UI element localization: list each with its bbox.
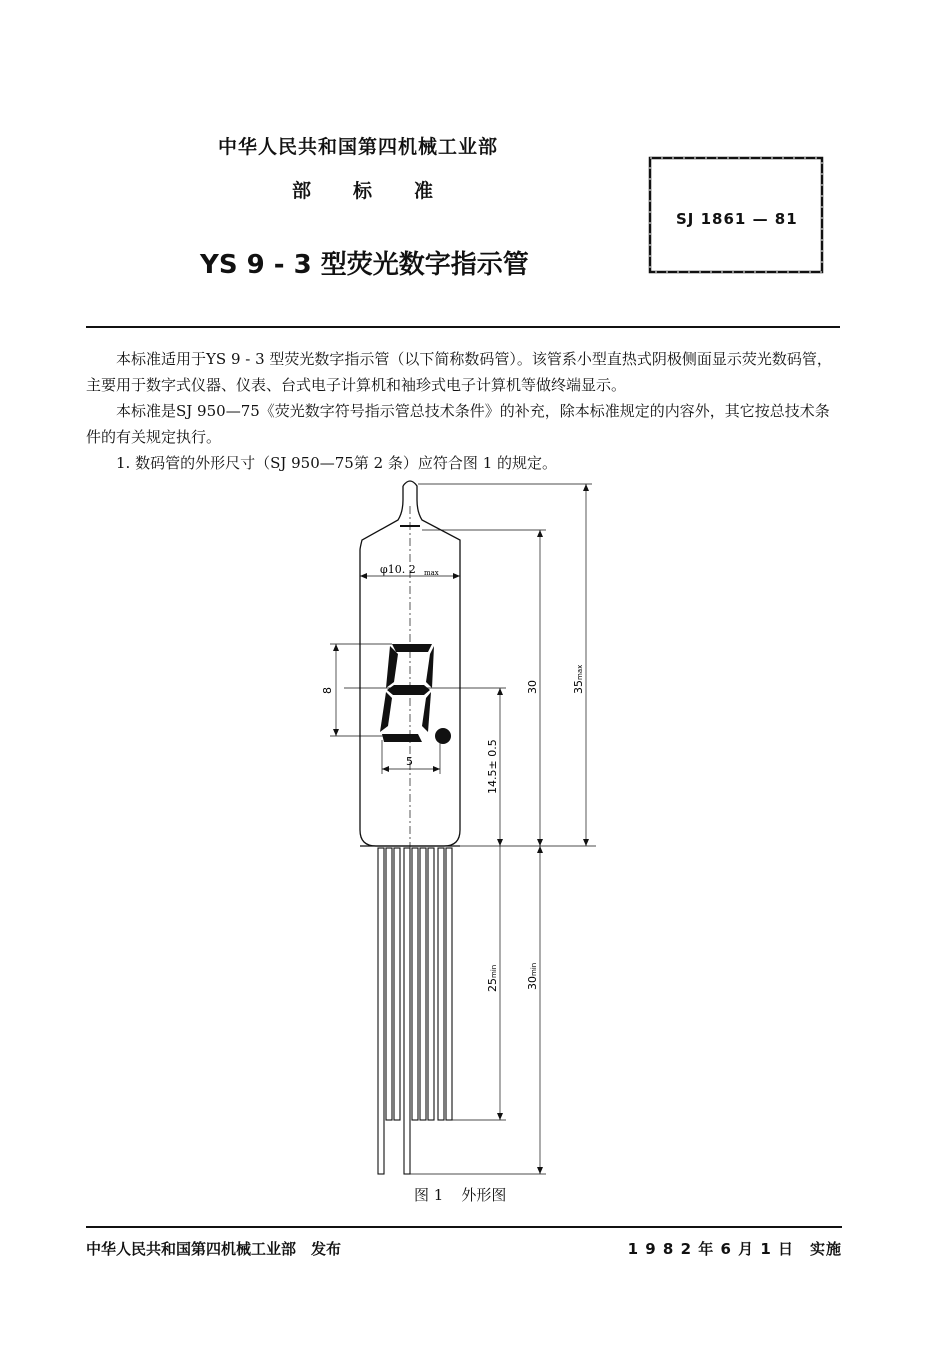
seven-segment-digit [380,644,434,742]
tube-outline-drawing [300,478,610,1178]
document-title: YS 9 - 3 型荧光数字指示管 [200,250,529,280]
short-lead-label: 25 [486,978,499,992]
document-type: 部标准 [292,180,476,202]
tube-tip [403,481,460,550]
figure-caption-number: 图 1 [414,1186,444,1204]
paragraph-supplement-text: 本标准是SJ 950—75《荧光数字符号指示管总技术条件》的补充，除本标准规定的内容外，其它按总技术条件的有关规定执行。 [86,402,830,446]
long-lead-label: 30 [526,976,539,990]
center-height-label: 14.5± 0.5 [486,739,499,794]
figure-caption [414,1184,506,1205]
decimal-point [435,728,451,744]
paragraph-scope [86,346,840,398]
digit-height-label: 8 [321,687,334,694]
standard-code: SJ 1861 — 81 [676,210,798,228]
long-lead-subscript: min [530,962,538,976]
diameter-subscript: max [424,569,439,577]
effective-date-line: 1 9 8 2 年 6 月 1 日 实施 [627,1240,842,1258]
footer-divider [86,1226,842,1228]
digit-width-label: 5 [406,755,413,768]
figure-caption-text: 外形图 [461,1186,507,1204]
total-height-subscript: max [576,664,584,680]
publisher-line: 中华人民共和国第四机械工业部 发布 [86,1240,342,1258]
paragraph-supplement [86,398,840,450]
diameter-label: φ10. 2 [380,563,416,576]
paragraph-clause-1 [86,450,840,476]
total-height-label: 35 [572,680,585,694]
paragraph-scope-text: 本标准适用于YS 9 - 3 型荧光数字指示管（以下简称数码管）。该管系小型直热式阴极侧面显示荧光数码管，主要用于数字式仪器、仪表、台式电子计算机和袖珍式电子计算机等做终端显示。 [86,350,832,394]
body-height-label: 30 [526,680,539,694]
paragraph-clause-1-text: 1. 数码管的外形尺寸（SJ 950—75第 2 条）应符合图 1 的规定。 [116,454,558,472]
header-divider [86,326,840,328]
ministry-name: 中华人民共和国第四机械工业部 [218,136,499,158]
short-lead-subscript: min [490,964,498,978]
tube-leads [378,848,452,1174]
